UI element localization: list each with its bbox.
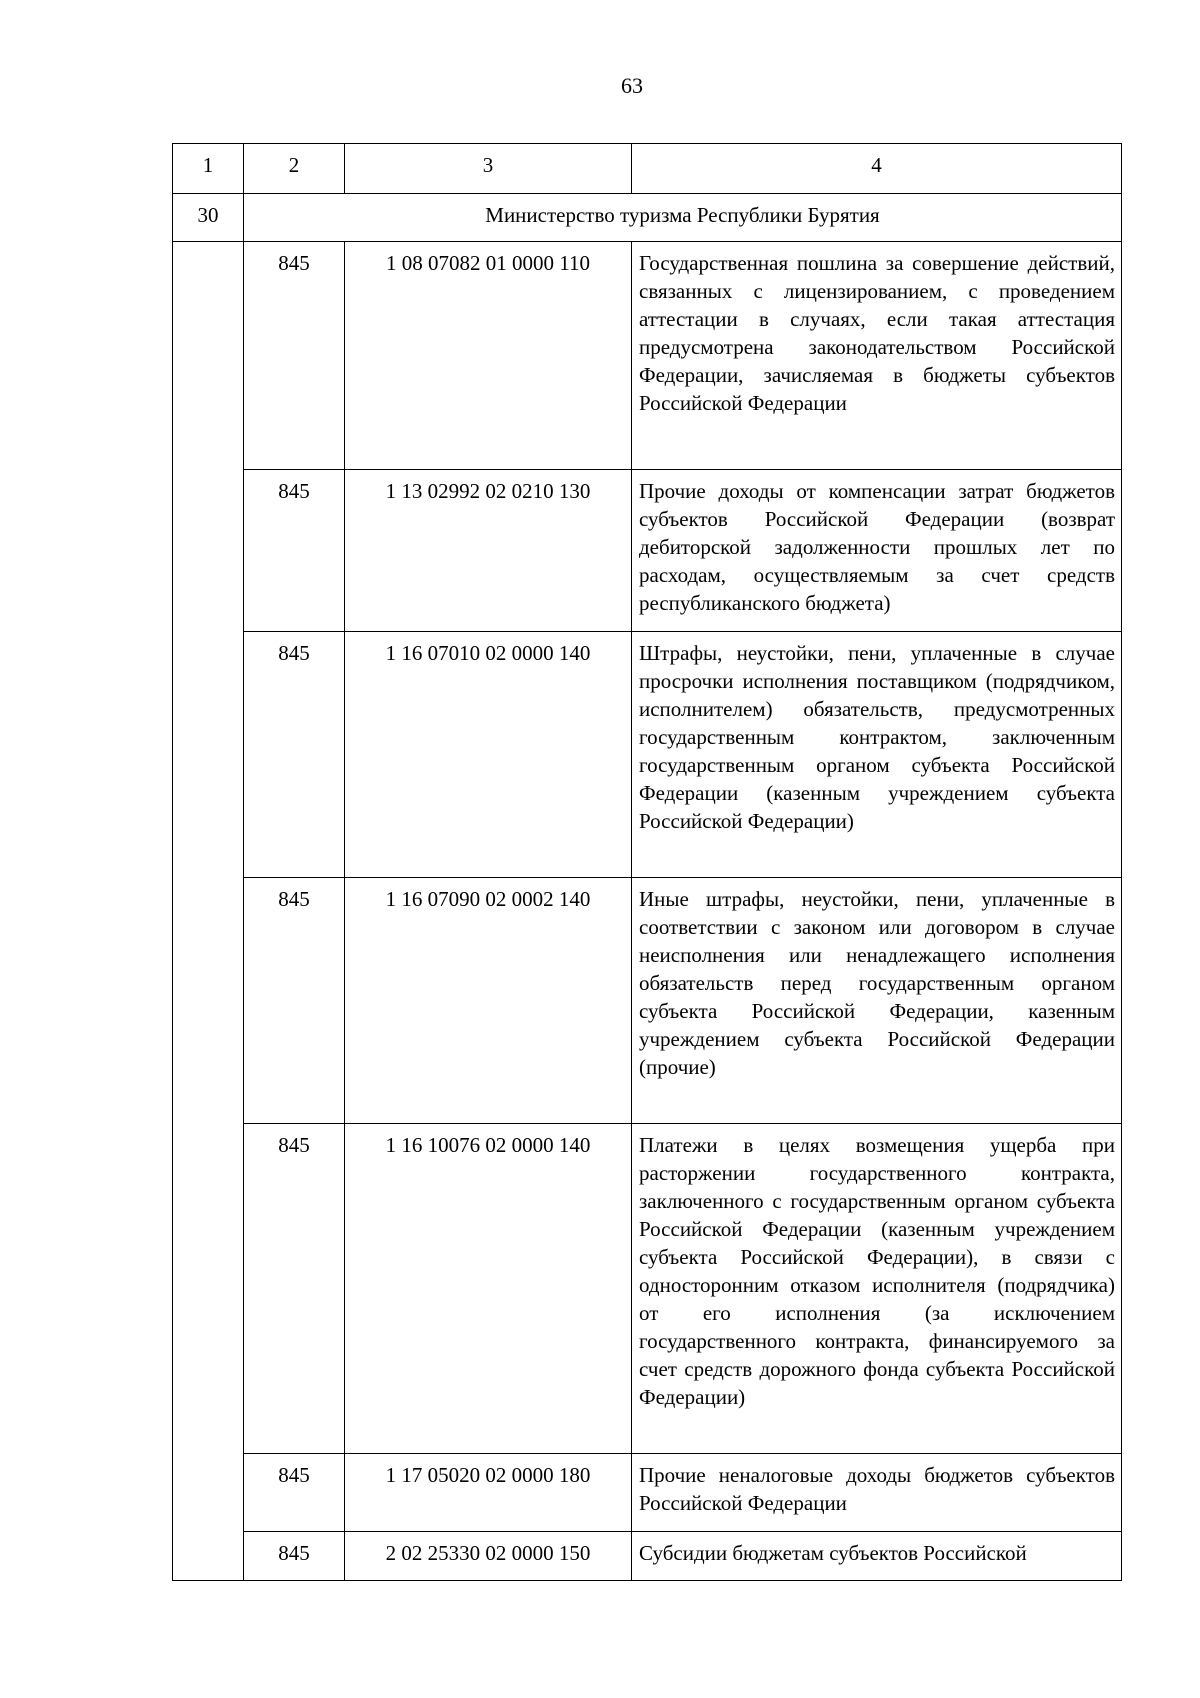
column-header-4: 4 — [632, 144, 1122, 194]
admin-code-cell: 845 — [244, 1124, 345, 1454]
table-row — [173, 1124, 1122, 1454]
section-header-row — [173, 194, 1122, 242]
admin-code-cell: 845 — [244, 878, 345, 1124]
table-row — [173, 632, 1122, 878]
description-cell: Государственная пошлина за совершение действий, связанных с лицензированием, с проведением аттестации в случаях, если такая аттестация предусмотрена законодательством Российской Федерации, зачисляемая в бюджеты субъектов Российской Федерации — [632, 242, 1122, 470]
description-cell: Платежи в целях возмещения ущерба при расторжении государственного контракта, заключенного с государственным органом субъекта Российской Федерации (казенным учреждением субъекта Российской Федерации), в связи с односторонним отказом исполнителя (подрядчика) от его исполнения (за исключением государственного контракта, финансируемого за счет средств дорожного фонда субъекта Российской Федерации) — [632, 1124, 1122, 1454]
budget-code-cell: 1 13 02992 02 0210 130 — [345, 470, 632, 632]
budget-code-cell: 1 16 10076 02 0000 140 — [345, 1124, 632, 1454]
budget-classification-table — [172, 143, 1122, 1581]
admin-code-cell: 845 — [244, 1532, 345, 1581]
table-row — [173, 470, 1122, 632]
table-row — [173, 878, 1122, 1124]
description-cell: Иные штрафы, неустойки, пени, уплаченные в соответствии с законом или договором в случае неисполнения или ненадлежащего исполнения обязательств перед государственным органом субъекта Российской Федерации, казенным учреждением субъекта Российской Федерации (прочие) — [632, 878, 1122, 1124]
section-number: 30 — [173, 194, 244, 242]
table-row — [173, 242, 1122, 470]
budget-code-cell: 1 16 07090 02 0002 140 — [345, 878, 632, 1124]
table-row — [173, 1532, 1122, 1581]
admin-code-cell: 845 — [244, 242, 345, 470]
budget-code-cell: 2 02 25330 02 0000 150 — [345, 1532, 632, 1581]
description-cell: Субсидии бюджетам субъектов Российской — [632, 1532, 1122, 1581]
page-number: 63 — [621, 73, 643, 98]
column-number-row — [173, 144, 1122, 194]
description-cell: Прочие неналоговые доходы бюджетов субъектов Российской Федерации — [632, 1454, 1122, 1532]
section-title: Министерство туризма Республики Бурятия — [244, 194, 1122, 242]
column-header-2: 2 — [244, 144, 345, 194]
budget-code-cell: 1 08 07082 01 0000 110 — [345, 242, 632, 470]
admin-code-cell: 845 — [244, 1454, 345, 1532]
section-blank-cell — [173, 242, 244, 1581]
admin-code-cell: 845 — [244, 632, 345, 878]
description-cell: Прочие доходы от компенсации затрат бюджетов субъектов Российской Федерации (возврат дебиторской задолженности прошлых лет по расходам, осуществляемым за счет средств республиканского бюджета) — [632, 470, 1122, 632]
column-header-3: 3 — [345, 144, 632, 194]
table-row — [173, 1454, 1122, 1532]
budget-code-cell: 1 17 05020 02 0000 180 — [345, 1454, 632, 1532]
column-header-1: 1 — [173, 144, 244, 194]
admin-code-cell: 845 — [244, 470, 345, 632]
description-cell: Штрафы, неустойки, пени, уплаченные в случае просрочки исполнения поставщиком (подрядчиком, исполнителем) обязательств, предусмотренных государственным контрактом, заключенным государственным органом субъекта Российской Федерации (казенным учреждением субъекта Российской Федерации) — [632, 632, 1122, 878]
budget-code-cell: 1 16 07010 02 0000 140 — [345, 632, 632, 878]
